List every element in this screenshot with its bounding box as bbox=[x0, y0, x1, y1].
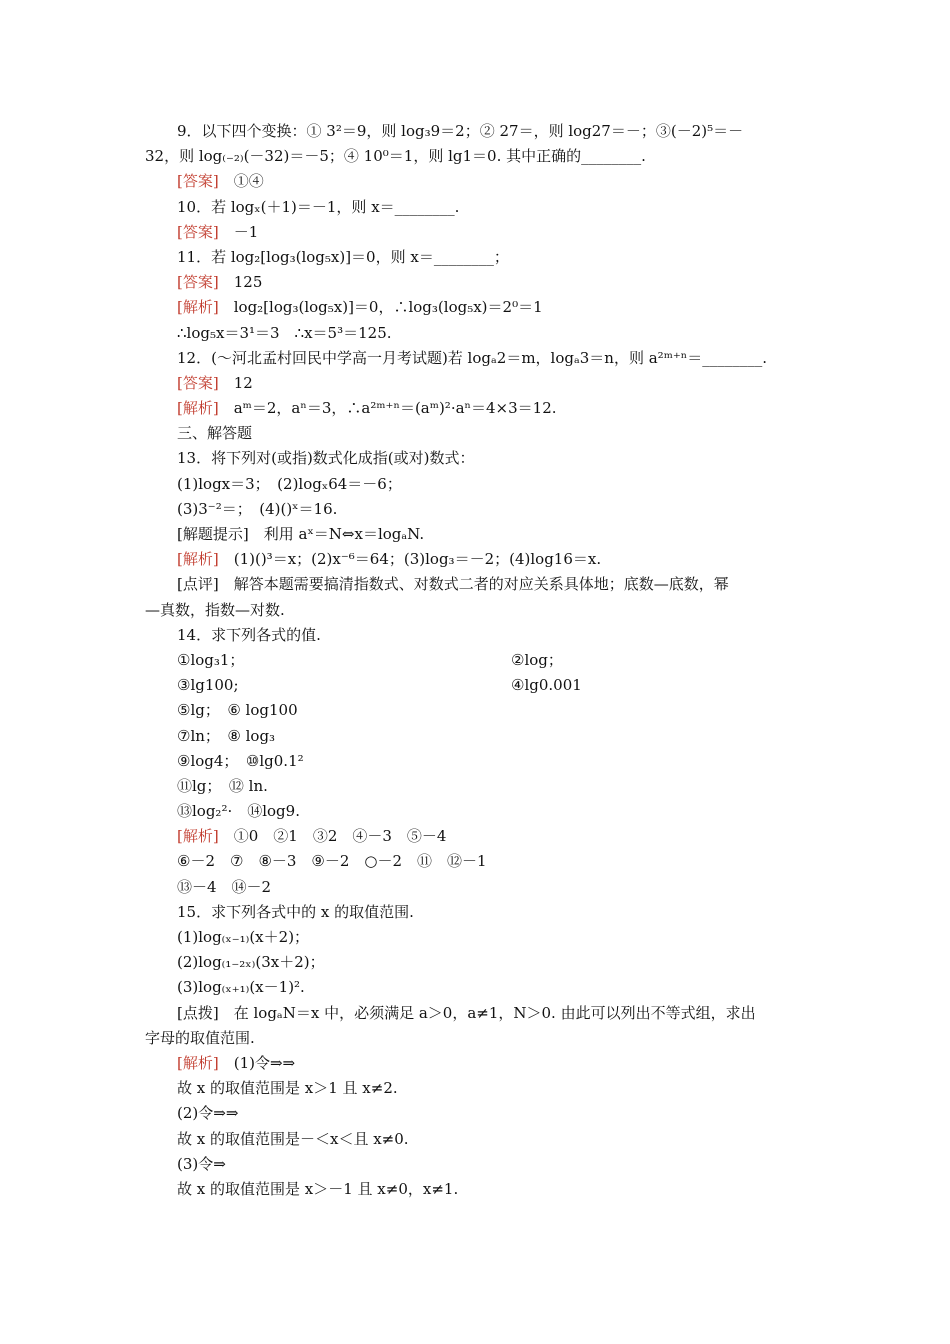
analysis-tag: [解析] bbox=[177, 399, 219, 418]
q14-item-2: ②log； bbox=[511, 650, 563, 669]
answer-10 bbox=[145, 220, 807, 245]
analysis-15-line2: 故 x 的取值范围是 x＞1 且 x≠2. bbox=[177, 1079, 398, 1098]
q15-part1: (1)log₍ₓ₋₁₎(x＋2)； bbox=[177, 928, 310, 946]
q15-part2: (2)log₍₁₋₂ₓ₎(3x＋2)； bbox=[177, 953, 325, 972]
analysis-11-cont: ∴log₅x＝3¹＝3 ∴x＝5³＝125. bbox=[177, 323, 392, 342]
q13-part1: (1)logx＝3； (2)logₓ64＝－6； bbox=[177, 474, 402, 493]
answer-tag: [答案] bbox=[177, 273, 219, 292]
analysis-tag: [解析] bbox=[177, 1053, 219, 1072]
analysis-tag: [解析] bbox=[177, 827, 219, 846]
q14-item-1: ①log₃1； bbox=[177, 650, 245, 669]
tip-text: 在 logₐN＝x 中，必须满足 a＞0，a≠1，N＞0. 由此可以列出不等式组，求出 bbox=[233, 1003, 756, 1022]
q10: 10．若 logₓ(＋1)＝－1，则 x＝________. bbox=[177, 197, 460, 216]
q14-row2 bbox=[145, 673, 807, 698]
q9-line2: 32，则 log₍₋₂₎(－32)＝－5；④ 10⁰＝1，则 lg1＝0. 其中正确的________. bbox=[145, 147, 646, 166]
q14-row3: ⑤lg； ⑥ log100 bbox=[177, 701, 298, 720]
q14-row7: ⑬log₂²· ⑭log9. bbox=[177, 802, 300, 821]
worksheet bbox=[145, 119, 807, 1202]
analysis-15-line5: (3)令⇒ bbox=[177, 1154, 226, 1173]
q14-row4: ⑦ln； ⑧ log₃ bbox=[177, 726, 276, 745]
analysis-tag: [解析] bbox=[177, 550, 219, 569]
q13: 13．将下列对(或指)数式化成指(或对)数式： bbox=[177, 449, 475, 468]
answer-9 bbox=[145, 169, 807, 194]
q11: 11．若 log₂[log₃(log₅x)]＝0，则 x＝________； bbox=[177, 247, 509, 266]
q14-item-3: ③lg100; bbox=[177, 676, 239, 695]
q14-item-4: ④lg0.001 bbox=[511, 676, 582, 695]
analysis-11 bbox=[145, 295, 807, 320]
analysis-text: (1)令⇒⇒ bbox=[233, 1053, 296, 1072]
q14-row5: ⑨log4； ⑩lg0.1² bbox=[177, 751, 304, 770]
hint-13 bbox=[145, 522, 807, 547]
analysis-15 bbox=[145, 1051, 807, 1076]
analysis-text: ①0 ②1 ③2 ④－3 ⑤－4 bbox=[233, 827, 447, 846]
answer-text: ①④ bbox=[233, 172, 264, 191]
section-heading: 三、解答题 bbox=[177, 424, 253, 443]
hint-tag: [解题提示] bbox=[177, 525, 249, 543]
answer-text: 12 bbox=[233, 373, 253, 392]
q12: 12．(～河北孟村回民中学高一月考试题)若 logₐ2＝m，logₐ3＝n，则 a²ᵐ⁺ⁿ＝________. bbox=[177, 348, 768, 367]
analysis-14-cont1: ⑥－2 ⑦ ⑧－3 ⑨－2 ○－2 ⑪ ⑫－1 bbox=[177, 852, 487, 871]
answer-tag: [答案] bbox=[177, 222, 219, 241]
q15: 15．求下列各式中的 x 的取值范围. bbox=[177, 902, 414, 921]
analysis-15-line4: 故 x 的取值范围是－＜x＜且 x≠0. bbox=[177, 1129, 409, 1148]
answer-tag: [答案] bbox=[177, 172, 219, 191]
analysis-15-line6: 故 x 的取值范围是 x＞－1 且 x≠0，x≠1. bbox=[177, 1179, 459, 1198]
answer-text: －1 bbox=[233, 222, 259, 241]
answer-11 bbox=[145, 270, 807, 295]
tip-tag: [点拨] bbox=[177, 1003, 219, 1022]
q14: 14．求下列各式的值. bbox=[177, 625, 321, 644]
analysis-text: log₂[log₃(log₅x)]＝0，∴log₃(log₅x)＝2⁰＝1 bbox=[233, 298, 543, 317]
q14-row1 bbox=[145, 648, 807, 673]
analysis-14-cont2: ⑬－4 ⑭－2 bbox=[177, 877, 272, 896]
tip-15-cont: 字母的取值范围. bbox=[145, 1028, 255, 1047]
tip-15 bbox=[145, 1001, 807, 1026]
analysis-text: (1)()³＝x；(2)x⁻⁶＝64；(3)log₃＝－2；(4)log16＝x. bbox=[233, 550, 602, 569]
q9-line1: 9．以下四个变换：① 3²＝9，则 log₃9＝2；② 27＝，则 log27＝－；③(－2)⁵＝－ bbox=[177, 122, 744, 140]
comment-tag: [点评] bbox=[177, 575, 219, 594]
answer-text: 125 bbox=[233, 273, 263, 292]
hint-text: 利用 aˣ＝N⇔x＝logₐN. bbox=[263, 525, 425, 543]
analysis-13 bbox=[145, 547, 807, 572]
q13-part2: (3)3⁻²＝； (4)()ˣ＝16. bbox=[177, 499, 338, 518]
analysis-tag: [解析] bbox=[177, 298, 219, 317]
analysis-14 bbox=[145, 824, 807, 849]
comment-text: 解答本题需要搞清指数式、对数式二者的对应关系具体地；底数—底数，幂 bbox=[233, 575, 729, 594]
comment-13-cont: —真数，指数—对数. bbox=[145, 600, 285, 619]
answer-tag: [答案] bbox=[177, 373, 219, 392]
q14-row6: ⑪lg； ⑫ ln. bbox=[177, 776, 268, 795]
q15-part3: (3)log₍ₓ₊₁₎(x－1)². bbox=[177, 978, 305, 997]
analysis-text: aᵐ＝2，aⁿ＝3，∴a²ᵐ⁺ⁿ＝(aᵐ)²·aⁿ＝4×3＝12. bbox=[233, 399, 557, 418]
analysis-15-line3: (2)令⇒⇒ bbox=[177, 1104, 239, 1123]
analysis-12 bbox=[145, 396, 807, 421]
comment-13 bbox=[145, 572, 807, 597]
answer-12 bbox=[145, 371, 807, 396]
